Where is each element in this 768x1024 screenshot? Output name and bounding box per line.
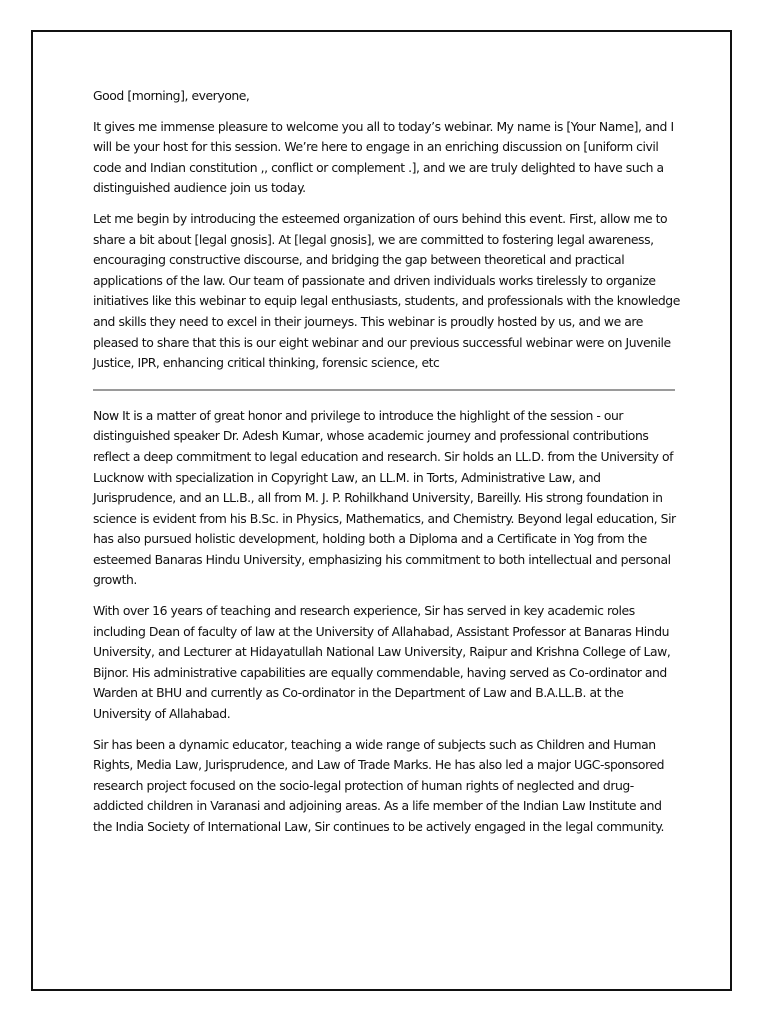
welcome-paragraph: It gives me immense pleasure to welcome you all to today’s webinar. My name is [Your Name], and I will be your host for this session. We’re here to engage in an enriching discussion on [uniform civil code and Indian constitution ,, conflict or complement .], and we are truly delighted to have such a distinguished audience join us today. — [93, 118, 674, 196]
greeting-line: Good [morning], everyone, — [93, 88, 250, 103]
speaker-experience-paragraph: With over 16 years of teaching and research experience, Sir has served in key academic roles including Dean of faculty of law at the University of Allahabad, Assistant Professor at Banaras Hindu University, and Lecturer at Hidayatullah National Law University, Raipur and Krishna College of Law, Bijnor. His administrative capabilities are equally commendable, having served as Co-ordinator and Warden at BHU and currently as Co-ordinator in the Department of Law and B.A.LL.B. at the University of Allahabad. — [93, 603, 671, 722]
organization-paragraph: Let me begin by introducing the esteemed organization of ours behind this event. First, allow me to share a bit about [legal gnosis]. At [legal gnosis], we are committed to fostering legal awareness, encouraging constructive discourse, and bridging the gap between theoretical and practical applications of the law. Our team of passionate and driven individuals works tirelessly to organize initiatives like this webinar to equip legal enthusiasts, students, and professionals with the knowledge and skills they need to excel in their journeys. This webinar is proudly hosted by us, and we are pleased to share that this is our eight webinar and our previous successful webinar were on Juvenile Justice, IPR, enhancing critical thinking, forensic science, etc — [93, 210, 680, 371]
speaker-teaching-paragraph: Sir has been a dynamic educator, teaching a wide range of subjects such as Children and Human Rights, Media Law, Jurisprudence, and Law of Trade Marks. He has also led a major UGC-sponsored research project focused on the socio-legal protection of human rights of neglected and drug-addicted children in Varanasi and adjoining areas. As a life member of the Indian Law Institute and the India Society of International Law, Sir continues to be actively engaged in the legal community. — [93, 736, 665, 834]
speaker-intro-paragraph: Now It is a matter of great honor and privilege to introduce the highlight of the session - our distinguished speaker Dr. Adesh Kumar, whose academic journey and professional contributions reflect a deep commitment to legal education and research. Sir holds an LL.D. from the University of Lucknow with specialization in Copyright Law, an LL.M. in Torts, Administrative Law, and Jurisprudence, and an LL.B., all from M. J. P. Rohilkhand University, Bareilly. His strong foundation in science is evident from his B.Sc. in Physics, Mathematics, and Chemistry. Beyond legal education, Sir has also pursued holistic development, holding both a Diploma and a Certificate in Yog from the esteemed Banaras Hindu University, emphasizing his commitment to both intellectual and personal growth. — [93, 407, 676, 588]
document-body — [93, 86, 683, 848]
section-divider — [93, 389, 675, 391]
